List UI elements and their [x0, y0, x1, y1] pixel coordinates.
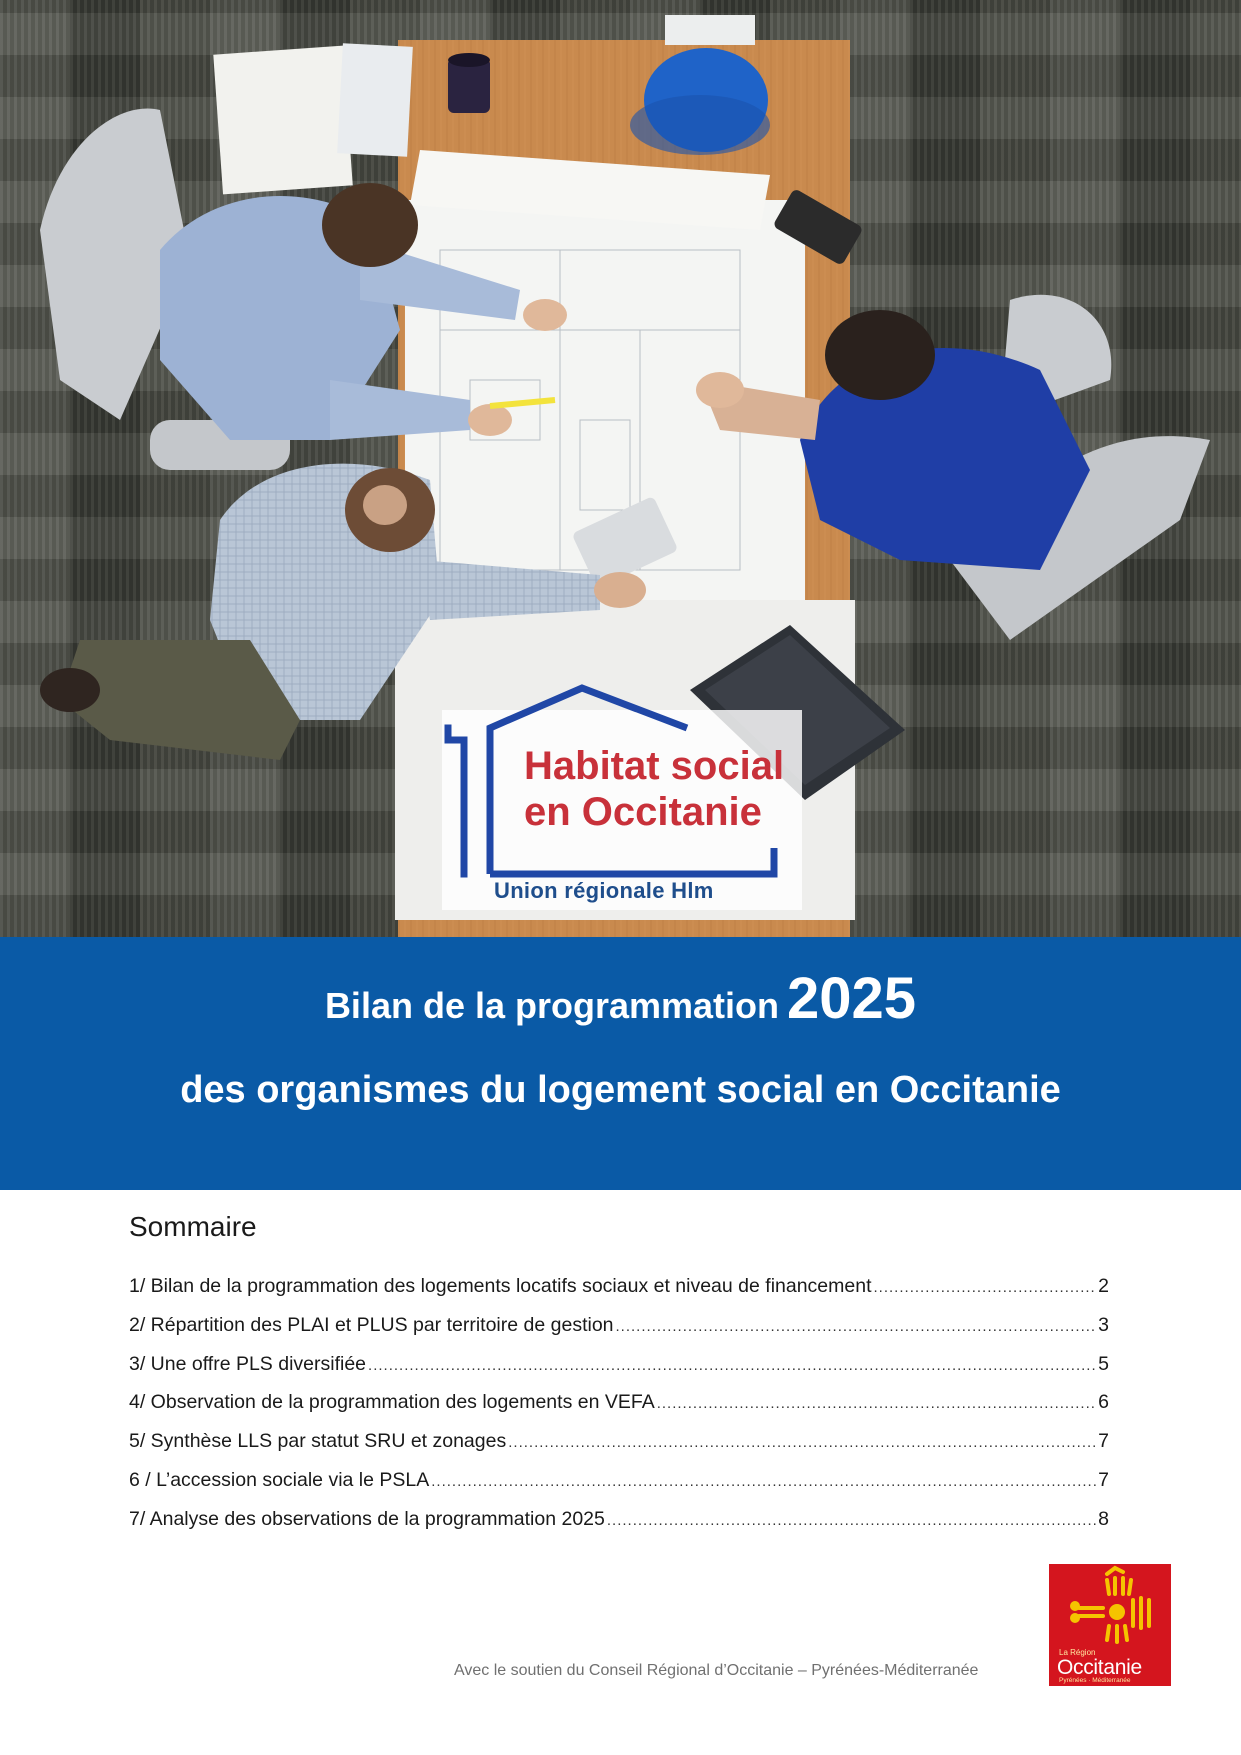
toc-leader-dots	[508, 1434, 1096, 1451]
region-logo-small-text: La Région	[1059, 1648, 1096, 1657]
banner-title-text: Bilan de la programmation	[324, 985, 780, 1026]
toc-leader-dots	[607, 1512, 1096, 1529]
toc-page-number: 6	[1098, 1391, 1109, 1414]
toc-item-label: 2/ Répartition des PLAI et PLUS par territoire de gestion	[129, 1313, 614, 1336]
toc-item-5[interactable]	[129, 1430, 1109, 1469]
toc-item-label: 7/ Analyse des observations de la programmation 2025	[129, 1507, 605, 1530]
logo-subtitle: Union régionale Hlm	[494, 878, 714, 903]
footer-credit: Avec le soutien du Conseil Régional d’Occitanie – Pyrénées-Méditerranée	[454, 1662, 979, 1679]
toc-item-7[interactable]	[129, 1508, 1109, 1547]
toc-item-label: 4/ Observation de la programmation des logements en VEFA	[129, 1391, 655, 1414]
toc-item-3[interactable]	[129, 1353, 1109, 1392]
toc-item-label: 5/ Synthèse LLS par statut SRU et zonages	[129, 1430, 507, 1453]
toc-leader-dots	[431, 1473, 1096, 1490]
toc-page-number: 2	[1098, 1275, 1109, 1297]
banner-subtitle: des organismes du logement social en Occitanie	[180, 1069, 1061, 1111]
region-logo-name: Occitanie	[1057, 1656, 1142, 1679]
toc-item-label: 1/ Bilan de la programmation des logements locatifs sociaux et niveau de financement	[129, 1275, 872, 1297]
banner-year: 2025	[787, 966, 917, 1031]
occitan-cross-icon	[1049, 1564, 1171, 1648]
floor-papers	[213, 46, 352, 195]
toc-item-2[interactable]	[129, 1314, 1109, 1353]
toc-page-number: 7	[1098, 1468, 1109, 1491]
toc-leader-dots	[657, 1395, 1096, 1412]
toc-item-4[interactable]	[129, 1391, 1109, 1430]
toc-page-number: 5	[1098, 1352, 1109, 1375]
region-logo-subtext: Pyrénées · Méditerranée	[1059, 1677, 1131, 1684]
toc-page-number: 8	[1098, 1507, 1109, 1530]
toc-leader-dots	[368, 1357, 1096, 1374]
banner-title	[0, 965, 1241, 1032]
toc-leader-dots	[874, 1279, 1097, 1296]
logo-title-line2: en Occitanie	[524, 790, 762, 834]
habitat-social-logo	[442, 680, 822, 910]
table-of-contents	[129, 1275, 1109, 1547]
logo-title-line1: Habitat social	[524, 744, 785, 788]
toc-item-label: 6 / L’accession sociale via le PSLA	[129, 1468, 430, 1491]
toc-item-1[interactable]	[129, 1275, 1109, 1314]
toc-leader-dots	[616, 1318, 1097, 1335]
toc-title: Sommaire	[129, 1211, 257, 1242]
title-banner	[0, 937, 1241, 1190]
toc-item-6[interactable]	[129, 1469, 1109, 1508]
toc-page-number: 3	[1098, 1313, 1109, 1336]
toc-page-number: 7	[1098, 1430, 1109, 1453]
region-occitanie-logo	[1049, 1564, 1171, 1686]
toc-item-label: 3/ Une offre PLS diversifiée	[129, 1352, 367, 1375]
